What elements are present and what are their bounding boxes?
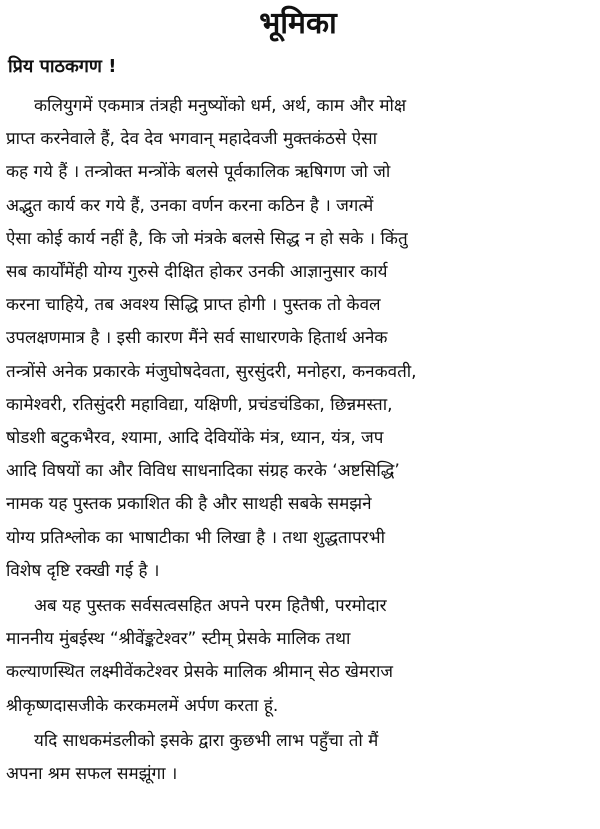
text-line: यदि साधकमंडलीको इसके द्वारा कुछभी लाभ पहुँचा तो मैं <box>34 730 379 751</box>
text-line: कामेश्वरी, रतिसुंदरी महाविद्या, यक्षिणी, प्रचंडचंडिका, छिन्नमस्ता, <box>6 394 393 415</box>
paragraph <box>6 725 590 791</box>
text-line: सब कार्योंमेंही योग्य गुरुसे दीक्षित होकर उनकी आज्ञानुसार कार्य <box>6 262 388 283</box>
paragraph <box>6 90 590 588</box>
text-line: अब यह पुस्तक सर्वसत्वसहित अपने परम हितैषी, परमोदार <box>34 596 387 617</box>
body-text <box>6 90 590 791</box>
text-line: अपना श्रम सफल समझूंगा । <box>6 764 178 785</box>
text-line: श्रीकृष्णदासजीके करकमलमें अर्पण करता हूं. <box>6 695 279 716</box>
text-line: षोडशी बटुकभैरव, श्यामा, आदि देवियोंके मंत्र, ध्यान, यंत्र, जप <box>6 428 384 449</box>
text-line: ऐसा कोई कार्य नहीं है, कि जो मंत्रके बलसे सिद्ध न हो सके । किंतु <box>6 228 408 249</box>
text-line: उपलक्षणमात्र है । इसी कारण मैंने सर्व साधारणके हितार्थ अनेक <box>6 328 388 349</box>
salutation: प्रिय पाठकगण ! <box>8 56 117 77</box>
text-line: विशेष दृष्टि रक्खी गई है । <box>6 560 160 581</box>
text-line: कलियुगमें एकमात्र तंत्रही मनुष्योंको धर्म, अर्थ, काम और मोक्ष <box>34 96 407 116</box>
page-title: भूमिका <box>259 6 337 41</box>
text-line: तन्त्रोंसे अनेक प्रकारके मंजुघोषदेवता, सुरसुंदरी, मनोहरा, कनकवती, <box>6 361 417 382</box>
text-line: करना चाहिये, तब अवश्य सिद्धि प्राप्त होगी । पुस्तक तो केवल <box>6 295 381 316</box>
text-line: कल्याणस्थित लक्ष्मीवेंकटेश्वर प्रेसके मालिक श्रीमान् सेठ खेमराज <box>6 662 394 683</box>
text-line: कह गये हैं । तन्त्रोक्त मन्त्रोंके बलसे पूर्वकालिक ऋषिगण जो जो <box>6 162 391 183</box>
text-line: अद्भुत कार्य कर गये हैं, उनका वर्णन करना कठिन है । जगत्में <box>6 195 374 216</box>
text-line: योग्य प्रतिश्लोक का भाषाटीका भी लिखा है । तथा शुद्धतापरभी <box>6 527 385 548</box>
paragraph <box>6 590 590 723</box>
text-line: प्राप्त करनेवाले हैं, देव देव भगवान् महादेवजी मुक्तकंठसे ऐसा <box>6 129 378 150</box>
text-line: माननीय मुंबईस्थ “श्रीवेंङ्कटेश्वर” स्टीम् प्रेसके मालिक तथा <box>6 629 351 650</box>
text-line: आदि विषयों का और विविध साधनादिका संग्रह करके ‘अष्टसिद्धि’ <box>6 461 400 482</box>
text-line: नामक यह पुस्तक प्रकाशित की है और साथही सबके समझने <box>6 494 372 515</box>
